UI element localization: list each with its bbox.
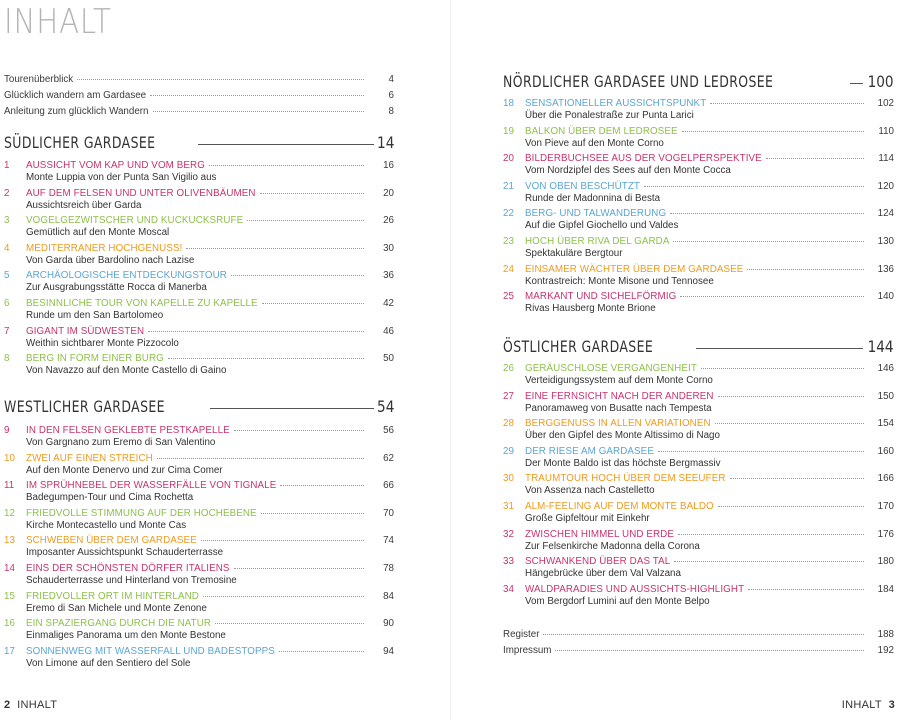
- dot-leader: [209, 165, 364, 166]
- page-number: 4: [388, 74, 394, 85]
- tour-number: 31: [503, 501, 514, 512]
- dot-leader: [644, 186, 864, 187]
- tour-title: IN DEN FELSEN GEKLEBTE PESTKAPELLE: [26, 425, 230, 436]
- tour-title: BERG IN FORM EINER BURG: [26, 353, 164, 365]
- tour-page-number: 180: [877, 556, 894, 568]
- tour-title: EINSAMER WÄCHTER ÜBER DEM GARDASEE: [525, 263, 744, 275]
- tour-subtitle: Eremo di San Michele und Monte Zenone: [26, 602, 207, 614]
- section-page-number: 54: [376, 397, 394, 416]
- tour-subtitle: Von Assenza nach Castelletto: [525, 485, 655, 497]
- section-header[interactable]: [4, 133, 394, 152]
- tour-number: 17: [4, 645, 15, 657]
- dot-leader: [718, 506, 864, 507]
- footer-left: [4, 699, 57, 711]
- tour-subtitle: Über die Ponalestraße zur Punta Larici: [525, 110, 694, 121]
- intro-entry-label: Tourenüberblick: [4, 74, 74, 85]
- tour-title: EIN SPAZIERGANG DURCH DIE NATUR: [26, 618, 212, 630]
- dot-leader: [680, 296, 864, 297]
- tour-page-number: 170: [877, 501, 894, 512]
- tour-subtitle: Weithin sichtbarer Monte Pizzocolo: [26, 337, 179, 349]
- tour-number: 8: [4, 353, 10, 365]
- tour-page-number: 16: [383, 160, 394, 171]
- tour-entry[interactable]: [503, 291, 894, 303]
- tour-entry[interactable]: [503, 153, 894, 165]
- dot-leader: [186, 248, 364, 249]
- tour-title: MARKANT UND SICHELFÖRMIG: [525, 291, 677, 303]
- tour-number: 14: [4, 563, 15, 574]
- dot-leader: [658, 451, 864, 452]
- tour-number: 19: [503, 125, 514, 137]
- dot-leader: [279, 651, 364, 652]
- tour-subtitle: Von Gargnano zum Eremo di San Valentino: [26, 437, 216, 448]
- dot-leader: [555, 650, 864, 651]
- tour-subtitle: Von Pieve auf den Monte Corno: [525, 137, 664, 149]
- tour-page-number: 160: [877, 445, 894, 457]
- tour-entry[interactable]: [4, 618, 394, 630]
- dot-leader: [234, 430, 364, 431]
- outro-entry-label: Register: [503, 629, 540, 640]
- tour-title: SCHWEBEN ÜBER DEM GARDASEE: [26, 535, 197, 547]
- section-page-number: 14: [376, 133, 394, 152]
- tour-title: SCHWANKEND ÜBER DAS TAL: [525, 556, 671, 568]
- tour-number: 6: [4, 298, 10, 309]
- tour-subtitle: Von Garda über Bardolino nach Lazise: [26, 254, 195, 266]
- tour-page-number: 110: [878, 125, 894, 137]
- tour-entry[interactable]: [4, 480, 394, 492]
- tour-entry[interactable]: [4, 535, 394, 547]
- tour-subtitle: Hängebrücke über dem Val Valzana: [525, 568, 681, 580]
- tour-page-number: 30: [383, 242, 394, 254]
- tour-entry[interactable]: [4, 425, 394, 437]
- tour-title: SENSATIONELLER AUSSICHTSPUNKT: [525, 98, 707, 109]
- dot-leader: [153, 111, 365, 112]
- tour-number: 13: [4, 535, 15, 547]
- tour-entry[interactable]: [503, 98, 894, 110]
- tour-entry[interactable]: [4, 591, 394, 603]
- intro-entry-label: Anleitung zum glücklich Wandern: [4, 106, 149, 117]
- tour-subtitle: Vom Bergdorf Lumini auf den Monte Belpo: [525, 595, 710, 607]
- tour-title: VOGELGEZWITSCHER UND KUCKUCKSRUFE: [26, 215, 244, 227]
- tour-subtitle: Aussichtsreich über Garda: [26, 199, 142, 211]
- tour-entry[interactable]: [503, 126, 894, 138]
- tour-subtitle: Zur Felsenkirche Madonna della Corona: [525, 540, 700, 552]
- tour-page-number: 90: [383, 618, 394, 630]
- section-page-number: 144: [868, 337, 894, 356]
- tour-entry[interactable]: [4, 270, 394, 282]
- tour-entry[interactable]: [503, 264, 894, 276]
- tour-subtitle: Von Navazzo auf den Monte Castello di Gaino: [26, 365, 227, 377]
- tour-entry[interactable]: [503, 446, 894, 458]
- tour-number: 32: [503, 528, 514, 540]
- tour-number: 7: [4, 325, 10, 337]
- tour-subtitle: Einmaliges Panorama um den Monte Bestone: [26, 630, 226, 642]
- tour-title: HOCH ÜBER RIVA DEL GARDA: [525, 236, 670, 247]
- tour-page-number: 50: [383, 353, 394, 365]
- tour-number: 1: [4, 160, 10, 171]
- tour-subtitle: Zur Ausgrabungsstätte Rocca di Manerba: [26, 282, 207, 294]
- tour-entry[interactable]: [4, 215, 394, 227]
- tour-number: 28: [503, 418, 514, 430]
- tour-title: AUF DEM FELSEN UND UNTER OLIVENBÄUMEN: [26, 187, 256, 199]
- tour-page-number: 184: [877, 583, 894, 595]
- tour-number: 18: [503, 98, 514, 109]
- left-page: [0, 0, 450, 720]
- dot-leader: [262, 303, 364, 304]
- tour-entry[interactable]: [503, 208, 894, 220]
- dot-leader: [280, 485, 364, 486]
- section-rule: [850, 83, 864, 84]
- tour-entry[interactable]: [503, 556, 894, 568]
- dot-leader: [543, 634, 864, 635]
- tour-number: 27: [503, 390, 514, 402]
- section-rule: [198, 144, 373, 145]
- tour-number: 16: [4, 618, 15, 630]
- dot-leader: [148, 331, 364, 332]
- intro-entry[interactable]: [4, 90, 394, 102]
- tour-page-number: 114: [878, 153, 894, 165]
- tour-title: ARCHÄOLOGISCHE ENTDECKUNGSTOUR: [26, 270, 227, 282]
- tour-number: 21: [503, 180, 514, 192]
- footer-right: [842, 699, 895, 711]
- tour-number: 34: [503, 583, 514, 595]
- tour-number: 5: [4, 270, 10, 282]
- tour-entry[interactable]: [503, 501, 894, 513]
- tour-entry[interactable]: [503, 584, 894, 596]
- tour-number: 23: [503, 236, 514, 247]
- tour-subtitle: Kirche Montecastello und Monte Cas: [26, 519, 187, 531]
- right-page: [451, 0, 901, 720]
- tour-page-number: 20: [383, 187, 394, 199]
- dot-leader: [670, 213, 864, 214]
- tour-number: 3: [4, 215, 10, 227]
- tour-title: TRAUMTOUR HOCH ÜBER DEM SEEUFER: [525, 473, 726, 485]
- footer-left-page-number: 2: [4, 699, 11, 711]
- dot-leader: [150, 95, 364, 96]
- dot-leader: [234, 568, 364, 569]
- tour-subtitle: Der Monte Baldo ist das höchste Bergmassiv: [525, 457, 721, 469]
- dot-leader: [168, 358, 364, 359]
- tour-entry[interactable]: [4, 326, 394, 338]
- tour-entry[interactable]: [503, 236, 894, 248]
- tour-subtitle: Kontrastreich: Monte Misone und Tennosee: [525, 275, 714, 287]
- section-title: SÜDLICHER GARDASEE: [4, 133, 156, 152]
- tour-number: 12: [4, 507, 15, 519]
- tour-title: DER RIESE AM GARDASEE: [525, 445, 654, 457]
- tour-page-number: 36: [383, 270, 394, 282]
- tour-page-number: 124: [877, 208, 894, 220]
- tour-subtitle: Monte Luppia von der Punta San Vigilio aus: [26, 172, 217, 183]
- tour-subtitle: Imposanter Aussichtspunkt Schauderterrasse: [26, 547, 224, 559]
- tour-number: 15: [4, 590, 15, 602]
- dot-leader: [261, 513, 364, 514]
- tour-number: 26: [503, 363, 514, 374]
- section-title: ÖSTLICHER GARDASEE: [503, 337, 654, 356]
- section-header[interactable]: [4, 397, 394, 416]
- section-header[interactable]: [503, 337, 894, 356]
- tour-title: VON OBEN BESCHÜTZT: [525, 180, 641, 192]
- outro-entry-label: Impressum: [503, 645, 552, 656]
- tour-title: BERGGENUSS IN ALLEN VARIATIONEN: [525, 418, 711, 430]
- tour-title: EINE FERNSICHT NACH DER ANDEREN: [525, 390, 714, 402]
- dot-leader: [710, 103, 864, 104]
- tour-page-number: 66: [383, 480, 394, 492]
- tour-title: SONNENWEG MIT WASSERFALL UND BADESTOPPS: [26, 645, 275, 657]
- tour-page-number: 26: [383, 215, 394, 227]
- tour-page-number: 154: [877, 418, 894, 430]
- tour-title: GIGANT IM SÜDWESTEN: [26, 325, 145, 337]
- dot-leader: [77, 79, 364, 80]
- intro-entry-label: Glücklich wandern am Gardasee: [4, 90, 147, 101]
- tour-page-number: 140: [877, 291, 894, 303]
- tour-number: 2: [4, 187, 10, 199]
- tour-number: 20: [503, 153, 514, 165]
- dot-leader: [747, 269, 864, 270]
- tour-number: 30: [503, 473, 514, 485]
- tour-subtitle: Große Gipfeltour mit Einkehr: [525, 513, 650, 524]
- tour-title: FRIEDVOLLER ORT IM HINTERLAND: [26, 590, 199, 602]
- tour-subtitle: Runde der Madonnina di Besta: [525, 192, 661, 204]
- tour-title: IM SPRÜHNEBEL DER WASSERFÄLLE VON TIGNALE: [26, 480, 277, 492]
- tour-subtitle: Von Limone auf den Sentiero del Sole: [26, 657, 191, 669]
- dot-leader: [247, 220, 364, 221]
- dot-leader: [203, 596, 364, 597]
- tour-entry[interactable]: [4, 353, 394, 365]
- tour-title: FRIEDVOLLE STIMMUNG AUF DER HOCHEBENE: [26, 507, 257, 519]
- page-number: 192: [877, 645, 894, 656]
- dot-leader: [201, 540, 364, 541]
- tour-title: GERÄUSCHLOSE VERGANGENHEIT: [525, 363, 697, 374]
- dot-leader: [674, 561, 864, 562]
- tour-entry[interactable]: [4, 298, 394, 310]
- tour-number: 29: [503, 445, 514, 457]
- tour-entry[interactable]: [4, 563, 394, 575]
- page-title: INHALT: [4, 2, 112, 42]
- footer-right-page-number: 3: [888, 699, 895, 711]
- tour-title: MEDITERRANER HOCHGENUSS!: [26, 242, 183, 254]
- dot-leader: [701, 368, 864, 369]
- footer-left-label: INHALT: [17, 699, 58, 711]
- tour-title: BALKON ÜBER DEM LEDROSEE: [525, 125, 678, 137]
- tour-subtitle: Auf den Monte Denervo und zur Cima Comer: [26, 464, 223, 476]
- dot-leader: [682, 131, 864, 132]
- tour-title: BILDERBUCHSEE AUS DER VOGELPERSPEKTIVE: [525, 153, 762, 165]
- tour-page-number: 78: [383, 563, 394, 574]
- tour-subtitle: Verteidigungssystem auf dem Monte Corno: [525, 375, 713, 386]
- dot-leader: [260, 193, 364, 194]
- dot-leader: [766, 158, 864, 159]
- tour-number: 24: [503, 263, 514, 275]
- tour-page-number: 56: [383, 425, 394, 436]
- dot-leader: [678, 534, 864, 535]
- tour-entry[interactable]: [4, 646, 394, 658]
- tour-page-number: 130: [877, 236, 894, 247]
- tour-entry[interactable]: [4, 243, 394, 255]
- tour-title: WALDPARADIES UND AUSSICHTS-HIGHLIGHT: [525, 583, 745, 595]
- tour-title: ALM-FEELING AUF DEM MONTE BALDO: [525, 501, 714, 512]
- tour-entry[interactable]: [503, 391, 894, 403]
- tour-title: BESINNLICHE TOUR VON KAPELLE ZU KAPELLE: [26, 298, 258, 309]
- intro-entry[interactable]: [4, 74, 394, 86]
- tour-subtitle: Badegumpen-Tour und Cima Rochetta: [26, 492, 194, 504]
- page-number: 6: [388, 90, 394, 101]
- dot-leader: [215, 623, 364, 624]
- section-title: NÖRDLICHER GARDASEE UND LEDROSEE: [503, 72, 774, 91]
- section-rule: [696, 348, 864, 349]
- tour-subtitle: Vom Nordzipfel des Sees auf den Monte Cocca: [525, 165, 731, 177]
- tour-page-number: 84: [383, 590, 394, 602]
- outro-entry[interactable]: [503, 629, 894, 641]
- tour-number: 25: [503, 291, 514, 303]
- dot-leader: [715, 423, 864, 424]
- tour-page-number: 120: [877, 180, 894, 192]
- tour-number: 9: [4, 425, 10, 436]
- tour-number: 11: [4, 480, 15, 492]
- tour-page-number: 102: [877, 98, 894, 109]
- tour-entry[interactable]: [503, 363, 894, 375]
- tour-page-number: 136: [877, 263, 894, 275]
- dot-leader: [231, 275, 364, 276]
- dot-leader: [157, 458, 364, 459]
- outro-entry[interactable]: [503, 645, 894, 657]
- dot-leader: [673, 241, 864, 242]
- tour-subtitle: Auf die Gipfel Giochello und Valdes: [525, 220, 679, 232]
- tour-number: 10: [4, 452, 15, 464]
- dot-leader: [748, 589, 864, 590]
- tour-page-number: 42: [383, 298, 394, 309]
- tour-page-number: 74: [383, 535, 394, 547]
- tour-subtitle: Runde um den San Bartolomeo: [26, 310, 164, 321]
- tour-entry[interactable]: [4, 188, 394, 200]
- footer-right-label: INHALT: [841, 699, 882, 711]
- tour-page-number: 166: [877, 473, 894, 485]
- tour-title: BERG- UND TALWANDERUNG: [525, 208, 667, 220]
- tour-subtitle: Rivas Hausberg Monte Brione: [525, 303, 656, 315]
- tour-number: 22: [503, 208, 514, 220]
- intro-entry[interactable]: [4, 106, 394, 118]
- tour-page-number: 150: [877, 390, 894, 402]
- tour-entry[interactable]: [503, 473, 894, 485]
- tour-entry[interactable]: [4, 453, 394, 465]
- tour-page-number: 146: [877, 363, 894, 374]
- page-number: 8: [388, 106, 394, 117]
- tour-entry[interactable]: [503, 181, 894, 193]
- tour-page-number: 62: [383, 452, 394, 464]
- tour-subtitle: Gemütlich auf den Monte Moscal: [26, 227, 170, 239]
- tour-entry[interactable]: [503, 529, 894, 541]
- tour-entry[interactable]: [503, 418, 894, 430]
- tour-number: 4: [4, 242, 10, 254]
- tour-title: AUSSICHT VOM KAP UND VOM BERG: [26, 160, 205, 171]
- section-title: WESTLICHER GARDASEE: [4, 397, 165, 416]
- tour-page-number: 176: [877, 528, 894, 540]
- page-number: 188: [877, 629, 894, 640]
- section-rule: [210, 408, 373, 409]
- tour-page-number: 70: [383, 507, 394, 519]
- tour-title: ZWEI AUF EINEN STREICH: [26, 452, 153, 464]
- tour-subtitle: Schauderterrasse und Hinterland von Tremosine: [26, 575, 237, 586]
- tour-entry[interactable]: [4, 160, 394, 172]
- section-page-number: 100: [868, 72, 894, 91]
- tour-subtitle: Über den Gipfel des Monte Altissimo di Nago: [525, 430, 720, 442]
- tour-entry[interactable]: [4, 508, 394, 520]
- tour-subtitle: Panoramaweg von Busatte nach Tempesta: [525, 402, 712, 414]
- tour-title: ZWISCHEN HIMMEL UND ERDE: [525, 528, 674, 540]
- dot-leader: [718, 396, 864, 397]
- tour-subtitle: Spektakuläre Bergtour: [525, 248, 623, 259]
- tour-page-number: 94: [383, 645, 394, 657]
- dot-leader: [730, 478, 864, 479]
- tour-number: 33: [503, 556, 514, 568]
- section-header[interactable]: [503, 72, 894, 91]
- tour-title: EINS DER SCHÖNSTEN DÖRFER ITALIENS: [26, 563, 230, 574]
- tour-page-number: 46: [383, 325, 394, 337]
